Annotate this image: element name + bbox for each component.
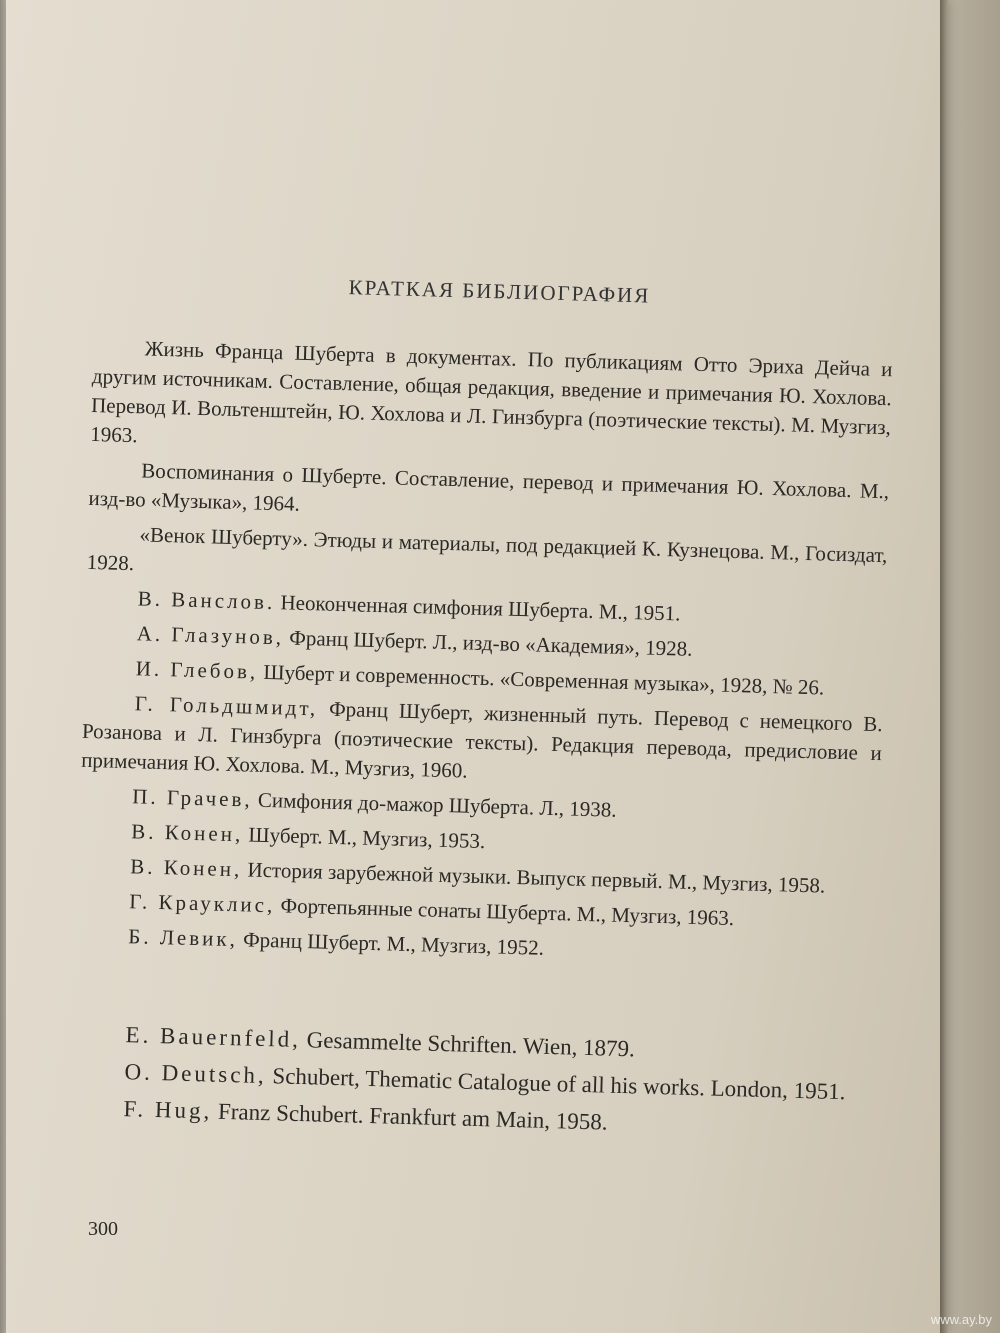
bibliography-entry: Жизнь Франца Шуберта в документах. По публикациям Отто Эриха Дейча и другим источникам. Составление, общая редакция, введение и примечания Ю. Хохлова. Перевод И. Вольтенштейн, Ю. Хохлова и Л. Гинзбурга (поэтические тексты). М. Музгиз, 1963. xyxy=(90,336,893,448)
bibliography-entry: П. Грачев, Симфония до-мажор Шуберта. Л., 1938. xyxy=(131,784,617,822)
watermark: www.ay.by xyxy=(930,1312,992,1327)
russian-entries xyxy=(76,333,893,972)
bibliography-entry: E. Bauernfeld, Gesammelte Schriften. Wien, 1879. xyxy=(125,1022,636,1062)
bibliography-entry: В. Конен, Шуберт. М., Музгиз, 1953. xyxy=(130,819,486,854)
bibliography-entry: Г. Гольдшмидт, Франц Шуберт, жизненный путь. Перевод с немецкого В. Розанова и Л. Гинзбурга (поэтические тексты). Редакция перевода, предисловие и примечания Ю. Хохлова. М., Музгиз, 1960. xyxy=(80,691,883,783)
bibliography-entry: Б. Левик, Франц Шуберт. М., Музгиз, 1952. xyxy=(128,924,545,960)
bibliography-entry: Г. Крауклис, Фортепьянные сонаты Шуберта. М., Музгиз, 1963. xyxy=(128,889,735,931)
bibliography-entry: F. Hug, Franz Schubert. Frankfurt am Main, 1958. xyxy=(123,1096,608,1135)
bibliography-entry: «Венок Шуберту». Этюды и материалы, под редакцией К. Кузнецова. М., Госиздат, 1928. xyxy=(86,522,888,576)
bibliography-entry: В. Конен, История зарубежной музыки. Выпуск первый. М., Музгиз, 1958. xyxy=(129,854,826,898)
bibliography-entry: А. Глазунов, Франц Шуберт. Л., изд-во «Академия», 1928. xyxy=(136,621,693,661)
page-heading: КРАТКАЯ БИБЛИОГРАФИЯ xyxy=(348,275,651,308)
bibliography-entry: И. Глебов, Шуберт и современность. «Современная музыка», 1928, № 26. xyxy=(135,656,825,700)
bibliography-text xyxy=(71,268,895,1151)
page-number: 300 xyxy=(88,1218,118,1240)
page-edge xyxy=(940,0,948,1333)
bibliography-entry: O. Deutsch, Schubert, Thematic Catalogue of all his works. London, 1951. xyxy=(124,1059,846,1105)
bibliography-entry: Воспоминания о Шуберте. Составление, перевод и примечания Ю. Хохлова. М., изд-во «Музыка», 1964. xyxy=(88,458,890,516)
bibliography-entry: В. Ванслов. Неоконченная симфония Шуберта. М., 1951. xyxy=(137,586,681,626)
latin-entries xyxy=(71,1018,874,1145)
